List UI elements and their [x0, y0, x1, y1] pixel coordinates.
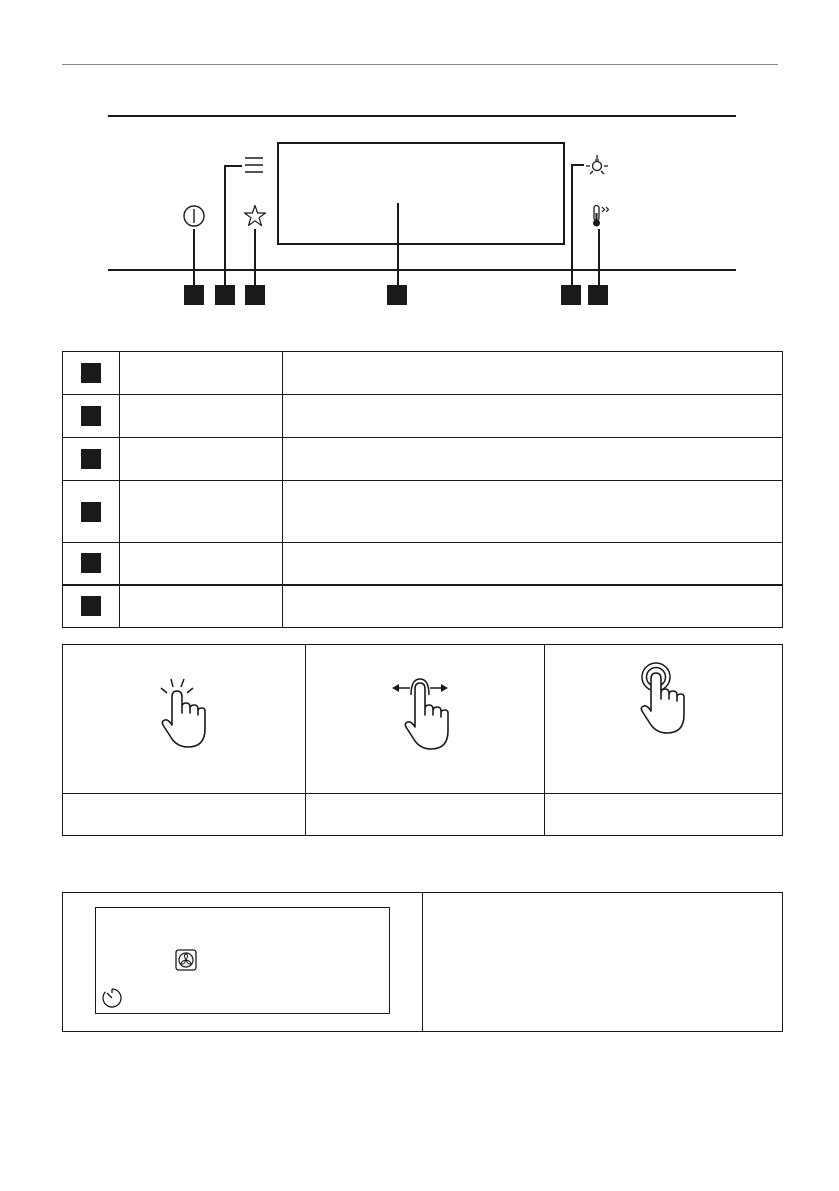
gesture-cell-swipe: [306, 645, 545, 794]
legend-description: [283, 352, 783, 395]
legend-label: [120, 352, 283, 395]
menu-icon: [244, 156, 264, 174]
gesture-label: [63, 794, 306, 836]
touch-gestures-table: [62, 644, 783, 836]
example-display-screen: [95, 907, 390, 1014]
display-example-table: [62, 892, 783, 1032]
gesture-cell-tap: [63, 645, 306, 794]
callout-marker: [588, 285, 608, 305]
touch-hold-gesture-icon: [634, 659, 694, 739]
display-example-description: [423, 893, 783, 1032]
fast-heat-icon: [590, 204, 612, 228]
callout-marker: [81, 502, 101, 522]
gesture-label: [306, 794, 545, 836]
gesture-label: [545, 794, 783, 836]
power-icon: [182, 204, 206, 228]
callout-marker: [215, 285, 235, 305]
legend-description: [283, 543, 783, 585]
callout-marker: [561, 285, 581, 305]
callout-marker: [81, 449, 101, 469]
legend-label: [120, 438, 283, 481]
gesture-cell-touch-hold: [545, 645, 783, 794]
callout-marker: [81, 553, 101, 573]
timer-icon: [101, 987, 123, 1009]
page-top-rule: [62, 64, 778, 65]
control-legend-table: [62, 351, 783, 628]
callout-marker: [81, 596, 101, 616]
panel-display: [277, 142, 565, 245]
legend-description: [283, 395, 783, 438]
callout-marker: [184, 285, 204, 305]
table-row: [63, 395, 783, 438]
callout-marker: [245, 285, 265, 305]
table-row: [63, 438, 783, 481]
display-example-cell: [63, 893, 423, 1032]
legend-description: [283, 438, 783, 481]
table-row: [63, 585, 783, 628]
legend-label: [120, 395, 283, 438]
legend-label: [120, 585, 283, 628]
panel-top-edge: [108, 115, 736, 117]
lamp-icon: [585, 154, 609, 178]
swipe-gesture-icon: [390, 673, 460, 753]
legend-description: [283, 481, 783, 543]
table-row: [63, 481, 783, 543]
legend-label: [120, 543, 283, 585]
panel-bottom-edge: [108, 269, 736, 271]
table-row: [63, 352, 783, 395]
callout-marker: [81, 363, 101, 383]
legend-description: [283, 585, 783, 628]
table-row: [63, 543, 783, 585]
tap-gesture-icon: [154, 673, 214, 753]
callout-marker: [81, 406, 101, 426]
callout-marker: [387, 285, 407, 305]
star-icon: [243, 204, 267, 228]
legend-label: [120, 481, 283, 543]
fan-heating-icon: [175, 949, 197, 971]
